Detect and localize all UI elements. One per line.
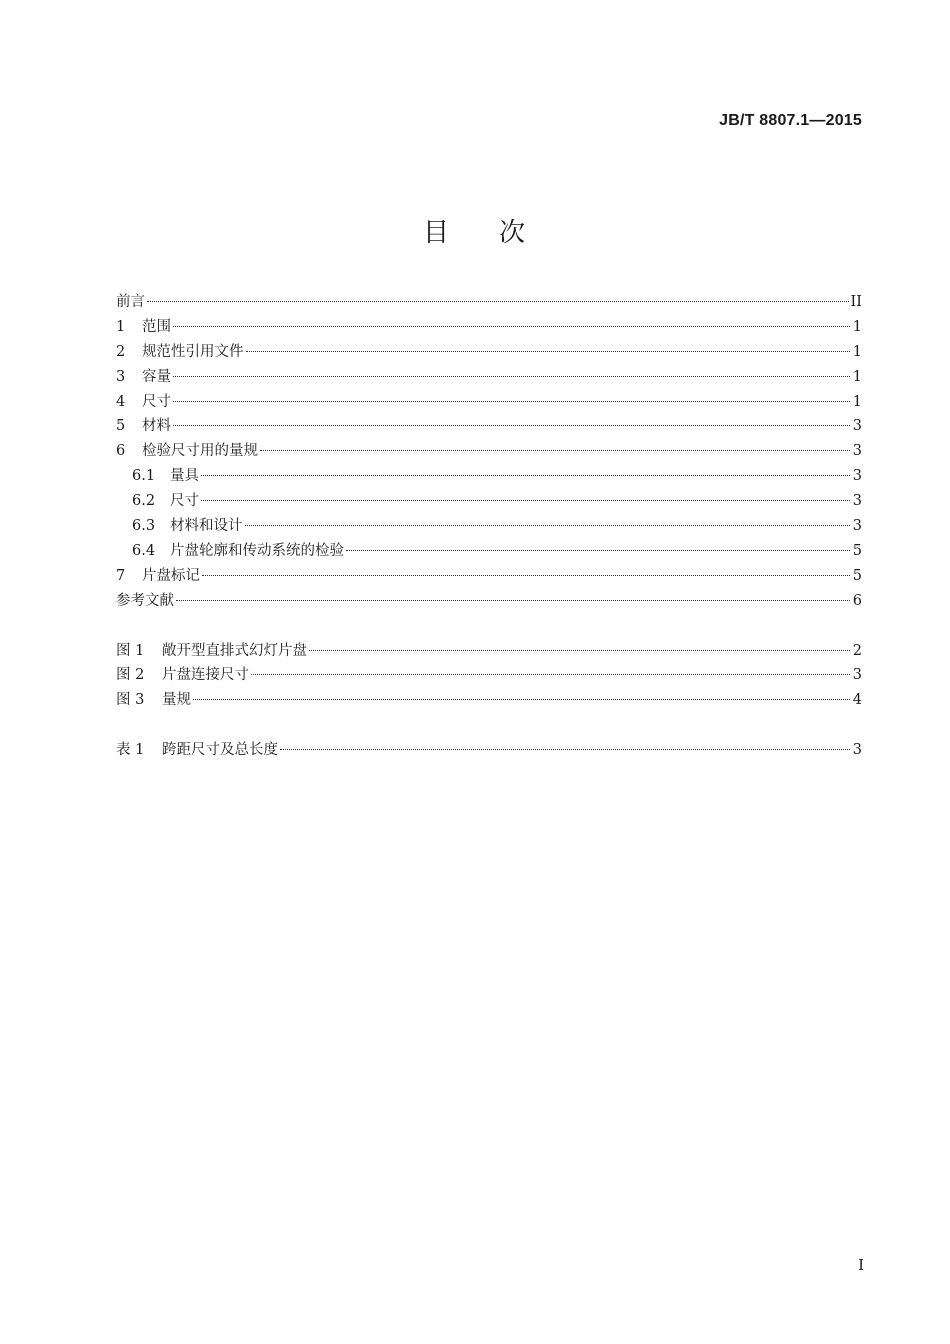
toc-entry[interactable] [116,290,862,315]
toc-entry-number: 7 [116,567,126,584]
toc-figure-entry[interactable] [116,688,862,713]
toc-entry-page: 3 [852,443,862,460]
figure-number: 图 1 [116,642,145,659]
dot-leader [251,674,850,675]
figure-label: 量规 [162,692,191,709]
figure-page: 4 [852,692,862,709]
toc-entry-label: 片盘标记 [142,567,200,584]
dot-leader [173,401,850,402]
toc-entry-number: 6.3 [132,518,156,535]
title-char-1: 目 [422,218,451,248]
toc-entry-label: 片盘轮廓和传动系统的检验 [170,542,344,559]
toc-entry[interactable] [116,589,862,614]
dot-leader [246,351,851,352]
toc-entry-label: 前言 [116,294,145,310]
toc-entry-label: 容量 [142,368,171,385]
toc-entry-label: 检验尺寸用的量规 [142,443,258,460]
toc-entry-page: 1 [852,393,862,410]
toc-entry[interactable] [116,564,862,589]
dot-leader [176,600,850,601]
page-title [0,212,950,249]
toc-sections [116,290,862,614]
dot-leader [147,301,849,302]
table-label: 跨距尺寸及总长度 [162,742,278,759]
toc-entry-number: 6.2 [132,493,156,510]
table-of-contents [116,290,862,763]
dot-leader [245,525,851,526]
dot-leader [346,550,850,551]
toc-subentry[interactable] [116,514,862,539]
dot-leader [280,749,850,750]
toc-entry-page: 5 [852,542,862,559]
toc-entry-page: II [850,294,862,310]
toc-entry[interactable] [116,390,862,415]
toc-entry-page: 1 [852,343,862,360]
toc-entry[interactable] [116,340,862,365]
toc-entry[interactable] [116,439,862,464]
document-code: JB/T 8807.1—2015 [719,112,862,129]
figure-number: 图 3 [116,692,145,709]
toc-entry-number: 6.1 [132,468,156,485]
table-page: 3 [852,742,862,759]
toc-entry-page: 5 [852,567,862,584]
dot-leader [173,326,850,327]
figure-number: 图 2 [116,667,145,684]
toc-entry-number: 6 [116,443,126,460]
toc-entry-label: 范围 [142,318,171,335]
toc-entry-label: 材料和设计 [170,518,243,535]
toc-entry-number: 2 [116,343,126,360]
toc-figure-entry[interactable] [116,663,862,688]
title-char-2: 次 [499,218,528,248]
toc-entry-page: 3 [852,418,862,435]
toc-table-entry[interactable] [116,738,862,763]
toc-entry-page: 1 [852,318,862,335]
toc-entry[interactable] [116,315,862,340]
dot-leader [173,376,850,377]
toc-entry-page: 3 [852,493,862,510]
dot-leader [201,475,850,476]
dot-leader [260,450,850,451]
toc-figures [116,639,862,714]
toc-entry-label: 规范性引用文件 [142,343,244,360]
table-number: 表 1 [116,742,145,759]
toc-entry-label: 材料 [142,418,171,435]
figure-page: 2 [852,642,862,659]
toc-entry-label: 尺寸 [142,393,171,410]
toc-entry-number: 1 [116,318,126,335]
dot-leader [201,500,850,501]
toc-entry[interactable] [116,414,862,439]
toc-entry-label: 参考文献 [116,592,174,609]
dot-leader [173,425,850,426]
figure-label: 片盘连接尺寸 [162,667,249,684]
toc-entry-page: 3 [852,518,862,535]
toc-subentry[interactable] [116,539,862,564]
figure-label: 敞开型直排式幻灯片盘 [162,642,307,659]
toc-entry-page: 6 [852,592,862,609]
figure-page: 3 [852,667,862,684]
page-number: I [858,1256,864,1274]
toc-subentry[interactable] [116,464,862,489]
toc-entry-label: 尺寸 [170,493,199,510]
toc-tables [116,738,862,763]
toc-entry-number: 6.4 [132,542,156,559]
toc-entry-number: 5 [116,418,126,435]
toc-entry-page: 3 [852,468,862,485]
toc-entry[interactable] [116,365,862,390]
dot-leader [193,699,850,700]
toc-entry-page: 1 [852,368,862,385]
dot-leader [309,650,850,651]
toc-entry-number: 3 [116,368,126,385]
toc-subentry[interactable] [116,489,862,514]
toc-entry-label: 量具 [170,468,199,485]
dot-leader [202,575,850,576]
toc-figure-entry[interactable] [116,639,862,664]
toc-entry-number: 4 [116,393,126,410]
